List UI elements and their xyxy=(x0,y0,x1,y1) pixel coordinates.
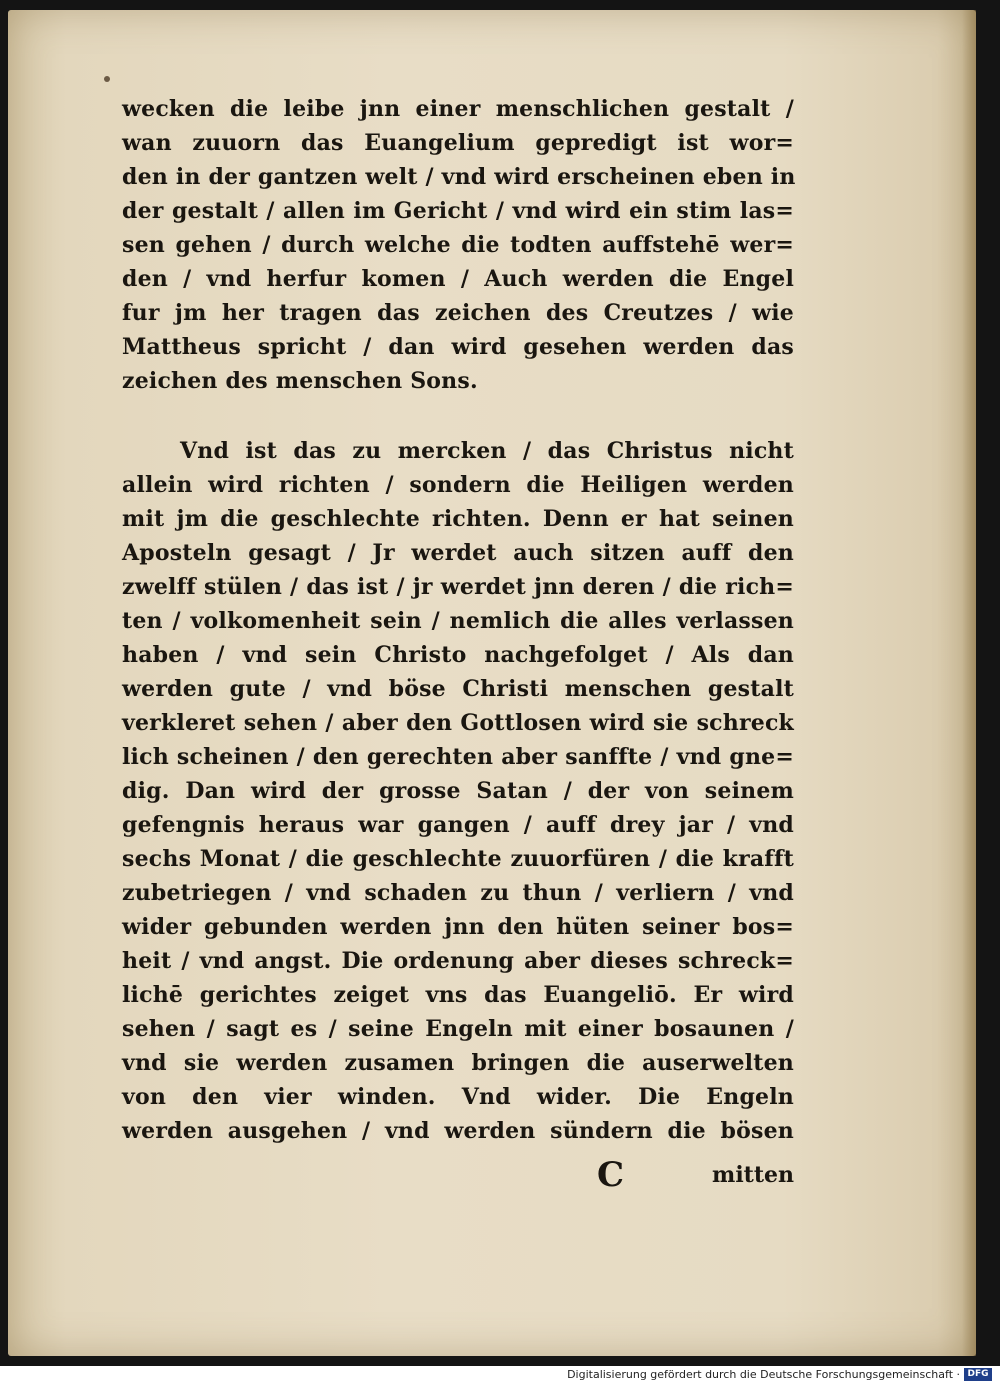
catchword: mitten xyxy=(712,1162,794,1188)
text-line: vnd sie werden zusamen bringen die auserwelten xyxy=(122,1050,794,1076)
page-foot-line xyxy=(122,1154,794,1196)
text-line: werden gute / vnd böse Christi menschen gestalt xyxy=(122,676,794,702)
text-line: dig. Dan wird der grosse Satan / der von seinem xyxy=(122,778,794,804)
dfg-logo: DFG xyxy=(964,1368,992,1381)
text-line: heit / vnd angst. Die ordenung aber dieses schreck= xyxy=(122,948,794,974)
text-line: Mattheus spricht / dan wird gesehen werden das xyxy=(122,334,794,360)
text-line: ten / volkomenheit sein / nemlich die alles verlassen xyxy=(122,608,794,634)
text-line: Vnd ist das zu mercken / das Christus nicht xyxy=(180,438,794,464)
text-line: sehen / sagt es / seine Engeln mit einer bosaunen / xyxy=(122,1016,794,1042)
page-text xyxy=(122,92,794,1196)
text-line: haben / vnd sein Christo nachgefolget / Als dan xyxy=(122,642,794,668)
text-line: wider gebunden werden jnn den hüten seiner bos= xyxy=(122,914,794,940)
footer-bar xyxy=(0,1366,1000,1384)
text-line: mit jm die geschlechte richten. Denn er hat seinen xyxy=(122,506,794,532)
paragraph-2 xyxy=(122,434,794,1148)
signature-mark: C xyxy=(596,1155,625,1195)
paragraph-gap xyxy=(122,398,794,434)
text-line: wecken die leibe jnn einer menschlichen gestalt / xyxy=(122,96,794,122)
text-line: sen gehen / durch welche die todten auffstehē wer= xyxy=(122,232,794,258)
text-line: allein wird richten / sondern die Heiligen werden xyxy=(122,472,794,498)
text-line: zwelff stülen / das ist / jr werdet jnn deren / die rich= xyxy=(122,574,794,600)
text-line: der gestalt / allen im Gericht / vnd wird ein stim las= xyxy=(122,198,794,224)
text-line: wan zuuorn das Euangelium gepredigt ist wor= xyxy=(122,130,794,156)
text-line: den in der gantzen welt / vnd wird erscheinen eben in xyxy=(122,164,796,190)
paragraph-1 xyxy=(122,92,794,398)
text-line: fur jm her tragen das zeichen des Creutzes / wie xyxy=(122,300,794,326)
text-line: Aposteln gesagt / Jr werdet auch sitzen auff den xyxy=(122,540,794,566)
text-line: zeichen des menschen Sons. xyxy=(122,368,478,394)
text-line: zubetriegen / vnd schaden zu thun / verliern / vnd xyxy=(122,880,794,906)
text-line: lichē gerichtes zeiget vns das Euangeliō. Er wird xyxy=(122,982,794,1008)
text-line: sechs Monat / die geschlechte zuuorfüren / die krafft xyxy=(122,846,794,872)
text-line: werden ausgehen / vnd werden sündern die bösen xyxy=(122,1118,794,1144)
text-line: von den vier winden. Vnd wider. Die Engeln xyxy=(122,1084,794,1110)
text-line: verkleret sehen / aber den Gottlosen wird sie schreck xyxy=(122,710,794,736)
text-line: gefengnis heraus war gangen / auff drey jar / vnd xyxy=(122,812,794,838)
text-line: den / vnd herfur komen / Auch werden die Engel xyxy=(122,266,794,292)
funding-credit: Digitalisierung gefördert durch die Deutsche Forschungsgemeinschaft · xyxy=(567,1368,960,1381)
text-line: lich scheinen / den gerechten aber sanffte / vnd gne= xyxy=(122,744,794,770)
ink-spot xyxy=(104,76,110,82)
